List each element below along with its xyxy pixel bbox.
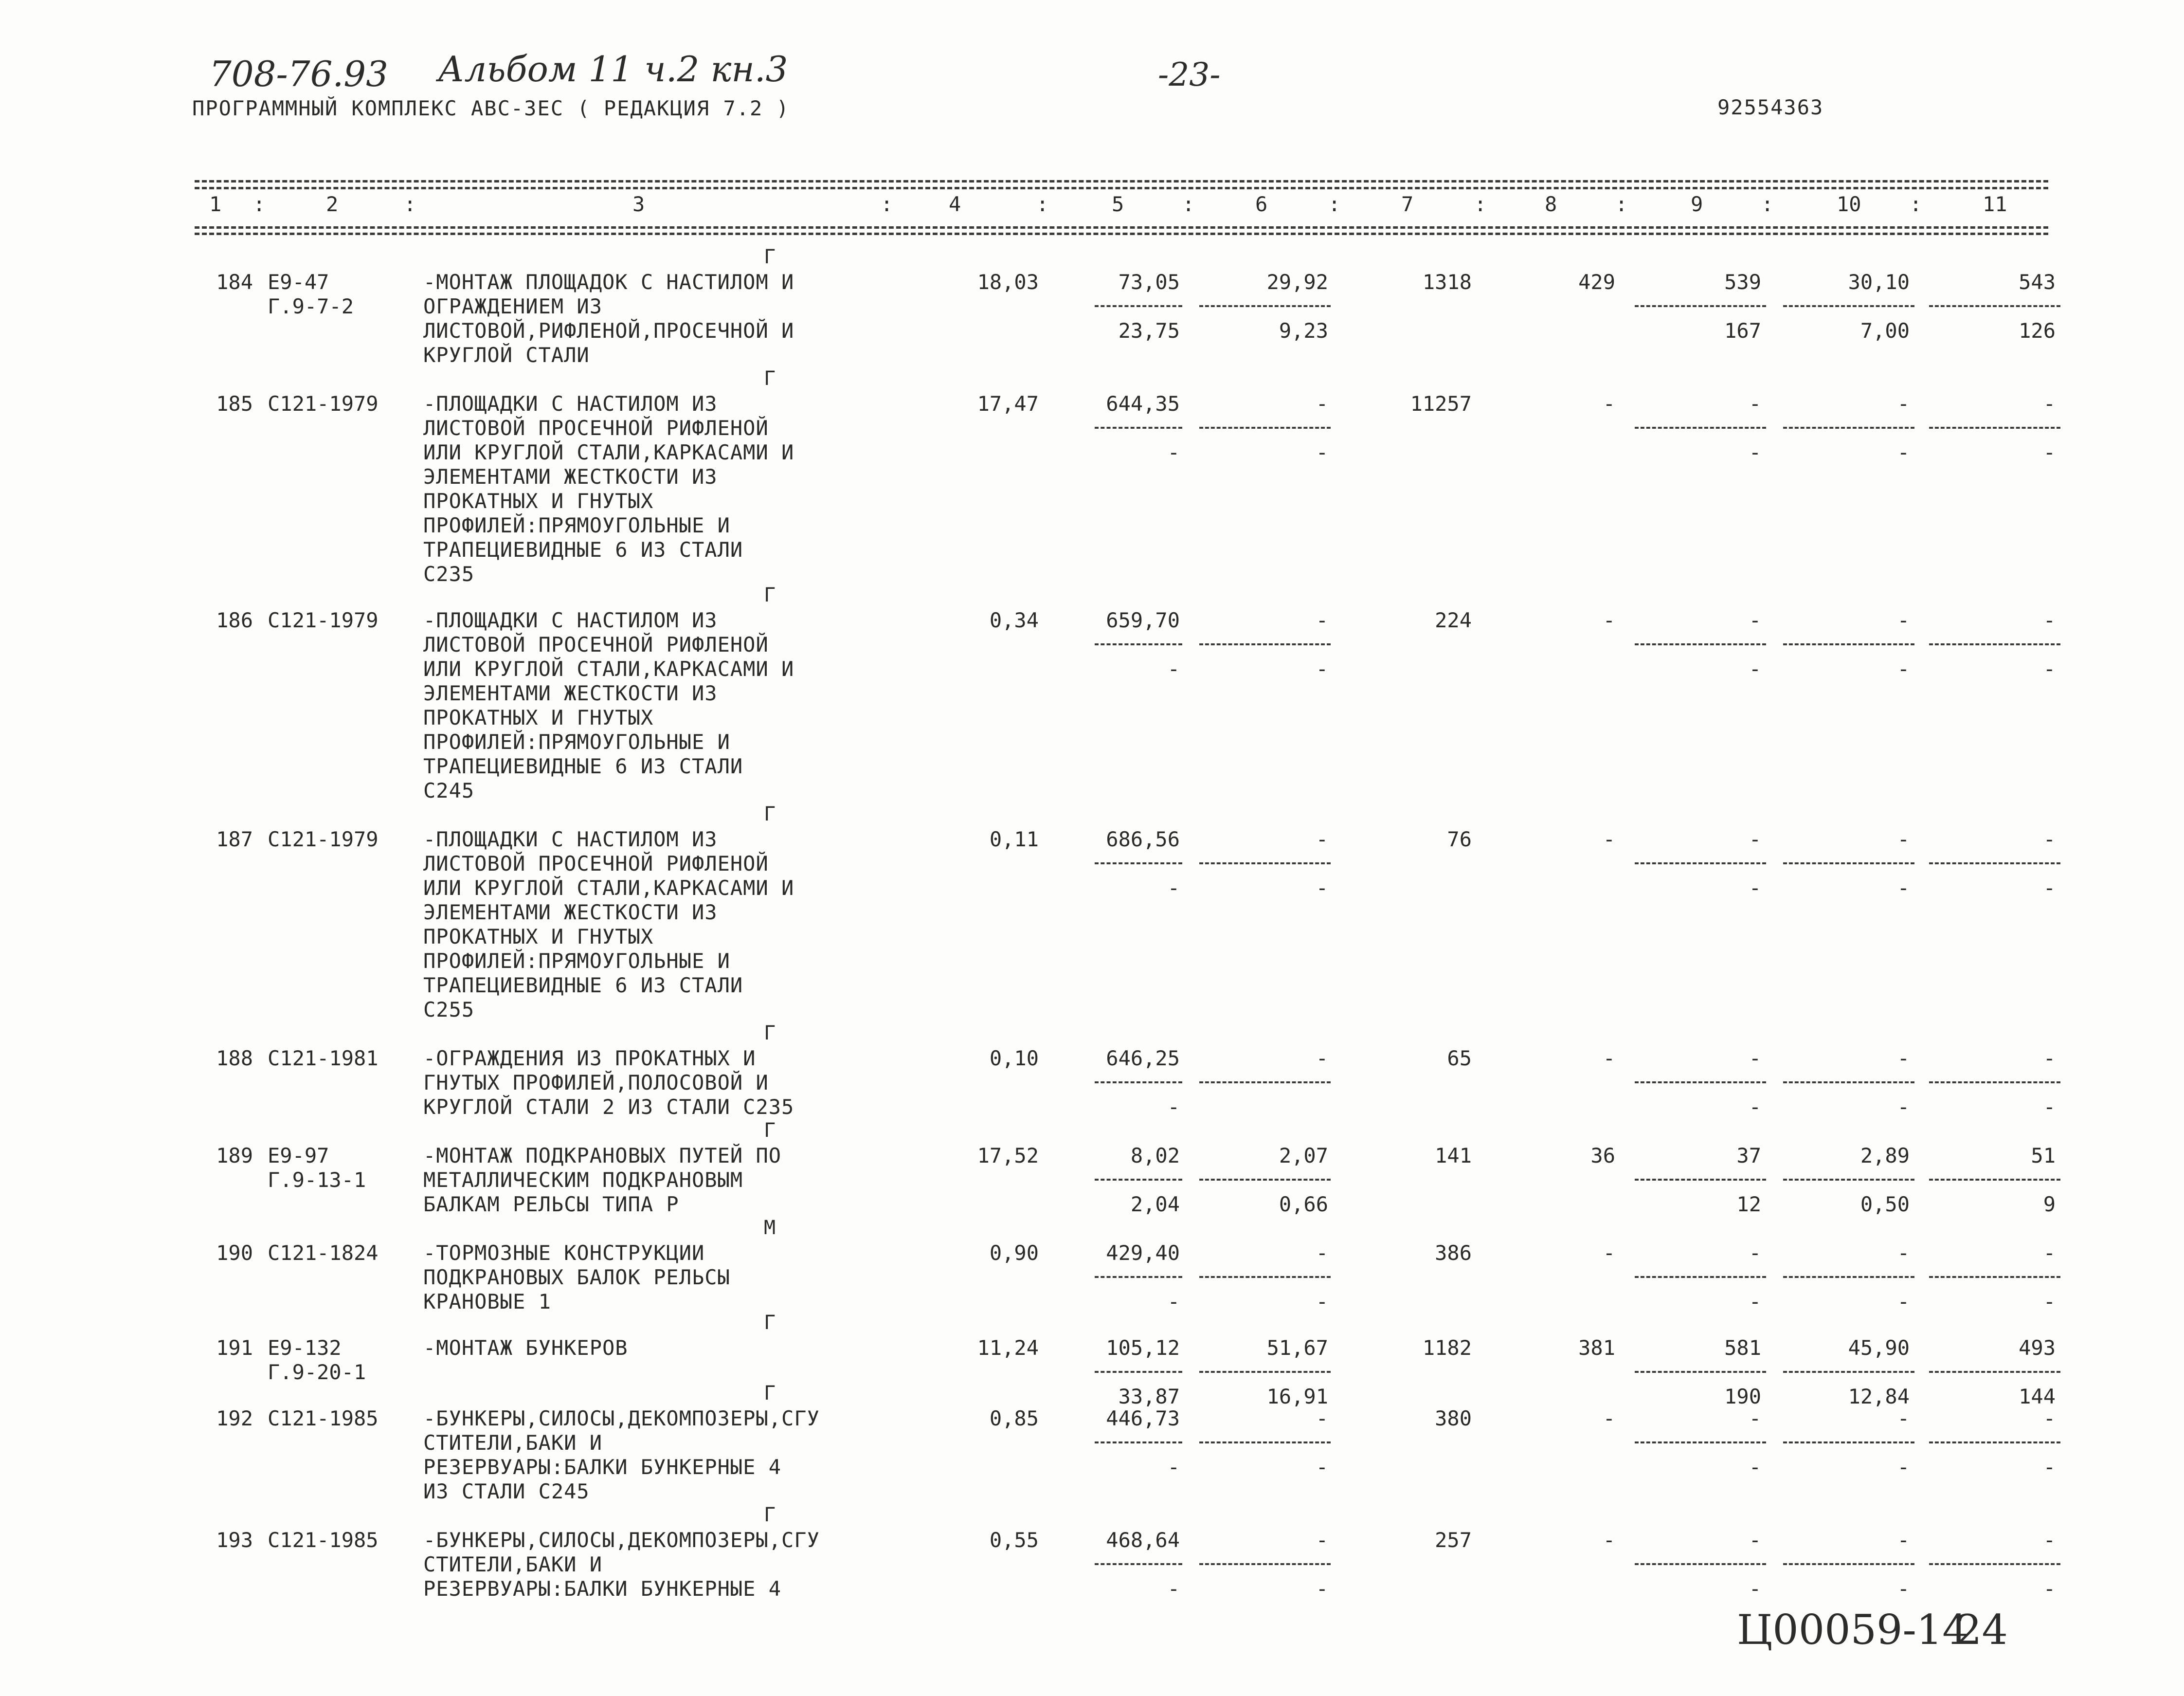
description-line: РЕЗЕРВУАРЫ:БАЛКИ БУНКЕРНЫЕ 4	[423, 1455, 782, 1479]
fraction-rule	[1095, 305, 1182, 307]
column-separator: :	[881, 192, 893, 216]
cell-c8: 381	[1578, 1336, 1615, 1360]
column-separator: :	[1761, 192, 1774, 216]
cell-c11b-lower: 144	[2019, 1385, 2056, 1408]
row-code: С121-1979	[268, 827, 379, 851]
cell-c4: 18,03	[977, 270, 1039, 294]
doc-number: 92554363	[1717, 95, 1824, 119]
cell-c5b-lower: -	[1167, 1290, 1180, 1313]
description-line: ЛИСТОВОЙ,РИФЛЕНОЙ,ПРОСЕЧНОЙ И	[423, 319, 794, 343]
column-separator: :	[253, 192, 266, 216]
fraction-rule	[1635, 1276, 1766, 1278]
cell-c6: -	[1316, 1241, 1328, 1265]
cell-c5b-lower: 33,87	[1118, 1385, 1180, 1408]
table-top-rule	[195, 180, 2048, 182]
cell-c10: 2,89	[1860, 1144, 1910, 1167]
cell-c11b-lower: -	[2043, 1095, 2056, 1119]
row-description	[423, 392, 794, 586]
cell-c5b-lower: 23,75	[1118, 319, 1180, 343]
cell-c9b-lower: -	[1749, 657, 1761, 681]
column-header-3: 3	[632, 192, 645, 216]
row-description	[423, 608, 794, 803]
fraction-rule	[1095, 1371, 1182, 1373]
cell-c9b-lower: -	[1749, 1290, 1761, 1313]
cell-c7: 380	[1435, 1406, 1472, 1430]
cell-c9b-lower: 12	[1736, 1192, 1761, 1216]
cell-c7: 386	[1435, 1241, 1472, 1265]
cell-c9: -	[1749, 608, 1761, 632]
fraction-rule	[1095, 643, 1182, 645]
cell-c4: 0,11	[989, 827, 1039, 851]
row-description	[423, 1241, 730, 1314]
column-header-6: 6	[1255, 192, 1268, 216]
fraction-rule	[1095, 862, 1182, 864]
cell-c10: -	[1897, 608, 1910, 632]
cell-c6: 51,67	[1266, 1336, 1328, 1360]
row-description	[423, 1336, 628, 1360]
cell-c7: 1318	[1422, 270, 1472, 294]
row-number: 192	[216, 1406, 253, 1430]
fraction-rule	[1635, 427, 1766, 429]
handwritten-album: Альбом 11 ч.2 кн.3	[438, 49, 788, 90]
resource-letter: Г	[764, 1119, 776, 1142]
column-header-8: 8	[1545, 192, 1557, 216]
cell-c7: 65	[1447, 1046, 1472, 1070]
row-number: 188	[216, 1046, 253, 1070]
cell-c9b-lower: -	[1749, 1095, 1761, 1119]
cell-c5: 446,73	[1106, 1406, 1180, 1430]
description-line: ОГРАЖДЕНИЕМ ИЗ	[423, 294, 603, 318]
cell-c6: -	[1316, 1046, 1328, 1070]
fraction-rule	[1783, 1179, 1914, 1181]
row-code: Е9-132	[268, 1336, 342, 1360]
column-header-4: 4	[949, 192, 961, 216]
description-line: -ТОРМОЗНЫЕ КОНСТРУКЦИИ	[423, 1241, 705, 1265]
fraction-rule	[1635, 1179, 1766, 1181]
resource-letter: Г	[764, 803, 776, 825]
cell-c7: 11257	[1410, 392, 1472, 416]
cell-c5b-lower: -	[1167, 1095, 1180, 1119]
row-description	[423, 1406, 820, 1504]
cell-c9b-lower: 190	[1724, 1385, 1761, 1408]
cell-c11b-lower: -	[2043, 1290, 2056, 1313]
row-code-secondary: Г.9-7-2	[268, 294, 354, 318]
description-line: ПРОКАТНЫХ И ГНУТЫХ	[423, 706, 654, 729]
description-line: ИЛИ КРУГЛОЙ СТАЛИ,КАРКАСАМИ И	[423, 657, 794, 681]
cell-c4: 0,90	[989, 1241, 1039, 1265]
cell-c6b-lower: -	[1316, 876, 1328, 900]
handwritten-stamp: Ц00059-14	[1737, 1606, 1968, 1654]
cell-c4: 11,24	[977, 1336, 1039, 1360]
cell-c11: -	[2043, 392, 2056, 416]
description-line: -МОНТАЖ БУНКЕРОВ	[423, 1336, 628, 1360]
description-line: С235	[423, 562, 475, 586]
cell-c6b-lower: -	[1316, 657, 1328, 681]
cell-c10b-lower: 7,00	[1860, 319, 1910, 343]
description-line: -ПЛОЩАДКИ С НАСТИЛОМ ИЗ	[423, 608, 718, 632]
cell-c10: -	[1897, 1046, 1910, 1070]
row-code: Е9-47	[268, 270, 329, 294]
cell-c10: -	[1897, 1241, 1910, 1265]
fraction-rule	[1783, 1276, 1914, 1278]
row-code: С121-1979	[268, 392, 379, 416]
description-line: ЛИСТОВОЙ ПРОСЕЧНОЙ РИФЛЕНОЙ	[423, 633, 769, 657]
fraction-rule	[1635, 305, 1766, 307]
description-line: ПРОФИЛЕЙ:ПРЯМОУГОЛЬНЫЕ И	[423, 513, 730, 537]
cell-c6b-lower: -	[1316, 1455, 1328, 1479]
cell-c9: -	[1749, 1241, 1761, 1265]
fraction-rule	[1635, 862, 1766, 864]
description-line: ТРАПЕЦИЕВИДНЫЕ 6 ИЗ СТАЛИ	[423, 973, 743, 997]
column-header-11: 11	[1983, 192, 2007, 216]
cell-c8: -	[1603, 827, 1615, 851]
cell-c11: -	[2043, 608, 2056, 632]
column-separator: :	[1182, 192, 1195, 216]
description-line: ИЛИ КРУГЛОЙ СТАЛИ,КАРКАСАМИ И	[423, 876, 794, 900]
cell-c11b-lower: -	[2043, 1455, 2056, 1479]
description-line: КРАНОВЫЕ 1	[423, 1290, 551, 1313]
description-line: ЭЛЕМЕНТАМИ ЖЕСТКОСТИ ИЗ	[423, 681, 718, 705]
handwritten-code: 708-76.93	[209, 54, 388, 94]
cell-c10b-lower: -	[1897, 1095, 1910, 1119]
cell-c6: -	[1316, 392, 1328, 416]
column-separator: :	[1328, 192, 1341, 216]
cell-c7: 224	[1435, 608, 1472, 632]
cell-c5: 686,56	[1106, 827, 1180, 851]
cell-c11: 543	[2019, 270, 2056, 294]
column-separator: :	[1474, 192, 1487, 216]
cell-c8: -	[1603, 1241, 1615, 1265]
cell-c5b-lower: -	[1167, 1577, 1180, 1601]
resource-letter: Г	[764, 1382, 776, 1404]
description-line: -ОГРАЖДЕНИЯ ИЗ ПРОКАТНЫХ И	[423, 1046, 756, 1070]
resource-letter: Г	[764, 1022, 776, 1044]
cell-c4: 0,10	[989, 1046, 1039, 1070]
resource-letter: Г	[764, 584, 776, 606]
table-header-rule	[195, 226, 2048, 229]
cell-c6b-lower: 0,66	[1279, 1192, 1328, 1216]
handwritten-page-number: -23-	[1158, 56, 1221, 93]
cell-c11: -	[2043, 827, 2056, 851]
fraction-rule	[1783, 427, 1914, 429]
cell-c7: 141	[1435, 1144, 1472, 1167]
description-line: С245	[423, 779, 475, 802]
cell-c5b-lower: -	[1167, 1455, 1180, 1479]
cell-c10b-lower: -	[1897, 1577, 1910, 1601]
description-line: РЕЗЕРВУАРЫ:БАЛКИ БУНКЕРНЫЕ 4	[423, 1577, 782, 1601]
cell-c11b-lower: -	[2043, 876, 2056, 900]
cell-c8: -	[1603, 1528, 1615, 1552]
fraction-rule	[1783, 1081, 1914, 1083]
description-line: ЛИСТОВОЙ ПРОСЕЧНОЙ РИФЛЕНОЙ	[423, 852, 769, 875]
row-number: 184	[216, 270, 253, 294]
cell-c5: 659,70	[1106, 608, 1180, 632]
row-description	[423, 270, 794, 367]
cell-c11: -	[2043, 1046, 2056, 1070]
description-line: -БУНКЕРЫ,СИЛОСЫ,ДЕКОМПОЗЕРЫ,СГУ	[423, 1528, 820, 1552]
cell-c9: -	[1749, 1406, 1761, 1430]
column-header-1: 1	[209, 192, 222, 216]
row-number: 185	[216, 392, 253, 416]
resource-letter: Г	[764, 1312, 776, 1334]
row-code: С121-1824	[268, 1241, 379, 1265]
cell-c8: -	[1603, 1046, 1615, 1070]
column-header-9: 9	[1691, 192, 1703, 216]
description-line: КРУГЛОЙ СТАЛИ 2 ИЗ СТАЛИ С235	[423, 1095, 794, 1119]
resource-letter: Г	[764, 1504, 776, 1526]
fraction-rule	[1929, 305, 2060, 307]
cell-c8: -	[1603, 392, 1615, 416]
description-line: С255	[423, 998, 475, 1021]
row-number: 189	[216, 1144, 253, 1167]
table-top-rule-2	[195, 187, 2048, 189]
row-description	[423, 1528, 820, 1601]
fraction-rule	[1635, 1081, 1766, 1083]
description-line: ТРАПЕЦИЕВИДНЫЕ 6 ИЗ СТАЛИ	[423, 538, 743, 562]
cell-c9: -	[1749, 1528, 1761, 1552]
fraction-rule	[1783, 643, 1914, 645]
cell-c6: -	[1316, 608, 1328, 632]
fraction-rule	[1929, 862, 2060, 864]
description-line: МЕТАЛЛИЧЕСКИМ ПОДКРАНОВЫМ	[423, 1168, 743, 1192]
cell-c5: 73,05	[1118, 270, 1180, 294]
cell-c5b-lower: 2,04	[1130, 1192, 1180, 1216]
cell-c6: 29,92	[1266, 270, 1328, 294]
fraction-rule	[1929, 1441, 2060, 1443]
row-code: С121-1985	[268, 1528, 379, 1552]
cell-c9b-lower: -	[1749, 876, 1761, 900]
fraction-rule	[1199, 1276, 1331, 1278]
cell-c10: -	[1897, 1406, 1910, 1430]
cell-c11: 51	[2031, 1144, 2056, 1167]
cell-c11b-lower: 126	[2019, 319, 2056, 343]
fraction-rule	[1095, 1179, 1182, 1181]
fraction-rule	[1095, 1276, 1182, 1278]
cell-c9b-lower: -	[1749, 1455, 1761, 1479]
cell-c5b-lower: -	[1167, 440, 1180, 464]
cell-c10b-lower: -	[1897, 1290, 1910, 1313]
fraction-rule	[1929, 1081, 2060, 1083]
description-line: -МОНТАЖ ПЛОЩАДОК С НАСТИЛОМ И	[423, 270, 794, 294]
description-line: БАЛКАМ РЕЛЬСЫ ТИПА Р	[423, 1192, 679, 1216]
cell-c8: -	[1603, 608, 1615, 632]
description-line: ПРОФИЛЕЙ:ПРЯМОУГОЛЬНЫЕ И	[423, 949, 730, 973]
cell-c8: 36	[1590, 1144, 1615, 1167]
cell-c9: -	[1749, 827, 1761, 851]
fraction-rule	[1199, 427, 1331, 429]
handwritten-sheet-number: 24	[1956, 1606, 2008, 1654]
cell-c10b-lower: 0,50	[1860, 1192, 1910, 1216]
row-number: 190	[216, 1241, 253, 1265]
cell-c11: -	[2043, 1528, 2056, 1552]
cell-c11: 493	[2019, 1336, 2056, 1360]
cell-c11b-lower: -	[2043, 440, 2056, 464]
fraction-rule	[1199, 1371, 1331, 1373]
cell-c10b-lower: -	[1897, 876, 1910, 900]
cell-c6b-lower: -	[1316, 1577, 1328, 1601]
fraction-rule	[1929, 1371, 2060, 1373]
row-description	[423, 827, 794, 1022]
cell-c9: -	[1749, 1046, 1761, 1070]
column-header-10: 10	[1837, 192, 1861, 216]
fraction-rule	[1635, 1441, 1766, 1443]
cell-c10: -	[1897, 827, 1910, 851]
column-separator: :	[404, 192, 416, 216]
description-line: ТРАПЕЦИЕВИДНЫЕ 6 ИЗ СТАЛИ	[423, 754, 743, 778]
cell-c6b-lower: -	[1316, 440, 1328, 464]
cell-c4: 0,34	[989, 608, 1039, 632]
cell-c10b-lower: -	[1897, 440, 1910, 464]
row-number: 193	[216, 1528, 253, 1552]
cell-c6: -	[1316, 827, 1328, 851]
cell-c10: -	[1897, 1528, 1910, 1552]
description-line: ИЗ СТАЛИ С245	[423, 1479, 590, 1503]
fraction-rule	[1635, 1563, 1766, 1565]
cell-c9b-lower: 167	[1724, 319, 1761, 343]
cell-c9: 581	[1724, 1336, 1761, 1360]
cell-c9: 37	[1736, 1144, 1761, 1167]
cell-c5: 429,40	[1106, 1241, 1180, 1265]
cell-c10b-lower: 12,84	[1848, 1385, 1910, 1408]
fraction-rule	[1635, 1371, 1766, 1373]
cell-c11: -	[2043, 1406, 2056, 1430]
row-code-secondary: Г.9-20-1	[268, 1360, 366, 1384]
cell-c10: 30,10	[1848, 270, 1910, 294]
row-number: 187	[216, 827, 253, 851]
row-description	[423, 1144, 781, 1217]
description-line: -МОНТАЖ ПОДКРАНОВЫХ ПУТЕЙ ПО	[423, 1144, 782, 1167]
description-line: ЭЛЕМЕНТАМИ ЖЕСТКОСТИ ИЗ	[423, 465, 718, 489]
description-line: КРУГЛОЙ СТАЛИ	[423, 343, 590, 367]
cell-c4: 17,52	[977, 1144, 1039, 1167]
fraction-rule	[1783, 862, 1914, 864]
cell-c9b-lower: -	[1749, 440, 1761, 464]
column-header-5: 5	[1112, 192, 1124, 216]
fraction-rule	[1783, 1441, 1914, 1443]
row-code: Е9-97	[268, 1144, 329, 1167]
column-header-2: 2	[326, 192, 339, 216]
description-line: ЛИСТОВОЙ ПРОСЕЧНОЙ РИФЛЕНОЙ	[423, 416, 769, 440]
description-line: -ПЛОЩАДКИ С НАСТИЛОМ ИЗ	[423, 827, 718, 851]
cell-c4: 17,47	[977, 392, 1039, 416]
column-separator: :	[1036, 192, 1049, 216]
fraction-rule	[1783, 305, 1914, 307]
resource-letter: М	[764, 1217, 776, 1239]
description-line: -ПЛОЩАДКИ С НАСТИЛОМ ИЗ	[423, 392, 718, 416]
cell-c10b-lower: -	[1897, 657, 1910, 681]
cell-c6b-lower: 16,91	[1266, 1385, 1328, 1408]
fraction-rule	[1095, 1081, 1182, 1083]
description-line: ГНУТЫХ ПРОФИЛЕЙ,ПОЛОСОВОЙ И	[423, 1071, 769, 1094]
description-line: СТИТЕЛИ,БАКИ И	[423, 1431, 603, 1455]
cell-c10: -	[1897, 392, 1910, 416]
fraction-rule	[1199, 862, 1331, 864]
cell-c4: 0,55	[989, 1528, 1039, 1552]
cell-c10: 45,90	[1848, 1336, 1910, 1360]
row-code-secondary: Г.9-13-1	[268, 1168, 366, 1192]
description-line: ПРОФИЛЕЙ:ПРЯМОУГОЛЬНЫЕ И	[423, 730, 730, 754]
cell-c9b-lower: -	[1749, 1577, 1761, 1601]
row-code: С121-1981	[268, 1046, 379, 1070]
cell-c11b-lower: -	[2043, 1577, 2056, 1601]
cell-c11b-lower: -	[2043, 657, 2056, 681]
fraction-rule	[1199, 1081, 1331, 1083]
column-separator: :	[1615, 192, 1628, 216]
column-separator: :	[1910, 192, 1922, 216]
cell-c7: 1182	[1422, 1336, 1472, 1360]
cell-c9: -	[1749, 392, 1761, 416]
fraction-rule	[1783, 1563, 1914, 1565]
cell-c4: 0,85	[989, 1406, 1039, 1430]
cell-c6b-lower: 9,23	[1279, 319, 1328, 343]
table-header-rule-2	[195, 233, 2048, 235]
cell-c5: 646,25	[1106, 1046, 1180, 1070]
cell-c6b-lower: -	[1316, 1290, 1328, 1313]
fraction-rule	[1783, 1371, 1914, 1373]
cell-c5: 468,64	[1106, 1528, 1180, 1552]
cell-c8: -	[1603, 1406, 1615, 1430]
row-number: 191	[216, 1336, 253, 1360]
resource-letter: Г	[764, 246, 776, 268]
fraction-rule	[1095, 1441, 1182, 1443]
fraction-rule	[1929, 1563, 2060, 1565]
cell-c5b-lower: -	[1167, 657, 1180, 681]
fraction-rule	[1199, 643, 1331, 645]
description-line: -БУНКЕРЫ,СИЛОСЫ,ДЕКОМПОЗЕРЫ,СГУ	[423, 1406, 820, 1430]
cell-c10b-lower: -	[1897, 1455, 1910, 1479]
fraction-rule	[1635, 643, 1766, 645]
program-line: ПРОГРАММНЫЙ КОМПЛЕКС АВС-ЗЕС ( РЕДАКЦИЯ 7.2 )	[192, 96, 790, 120]
cell-c5: 105,12	[1106, 1336, 1180, 1360]
description-line: ИЛИ КРУГЛОЙ СТАЛИ,КАРКАСАМИ И	[423, 440, 794, 464]
cell-c8: 429	[1578, 270, 1615, 294]
cell-c7: 76	[1447, 827, 1472, 851]
cell-c7: 257	[1435, 1528, 1472, 1552]
description-line: ПРОКАТНЫХ И ГНУТЫХ	[423, 489, 654, 513]
row-number: 186	[216, 608, 253, 632]
row-code: С121-1979	[268, 608, 379, 632]
row-code: С121-1985	[268, 1406, 379, 1430]
cell-c11: -	[2043, 1241, 2056, 1265]
cell-c5: 644,35	[1106, 392, 1180, 416]
description-line: СТИТЕЛИ,БАКИ И	[423, 1552, 603, 1576]
cell-c5: 8,02	[1130, 1144, 1180, 1167]
fraction-rule	[1929, 1179, 2060, 1181]
fraction-rule	[1199, 305, 1331, 307]
cell-c6: -	[1316, 1406, 1328, 1430]
fraction-rule	[1929, 427, 2060, 429]
fraction-rule	[1095, 1563, 1182, 1565]
cell-c6: 2,07	[1279, 1144, 1328, 1167]
description-line: ЭЛЕМЕНТАМИ ЖЕСТКОСТИ ИЗ	[423, 900, 718, 924]
cell-c9: 539	[1724, 270, 1761, 294]
description-line: ПОДКРАНОВЫХ БАЛОК РЕЛЬСЫ	[423, 1265, 730, 1289]
cell-c5b-lower: -	[1167, 876, 1180, 900]
column-header-7: 7	[1401, 192, 1414, 216]
cell-c6: -	[1316, 1528, 1328, 1552]
resource-letter: Г	[764, 367, 776, 390]
cell-c11b-lower: 9	[2043, 1192, 2056, 1216]
fraction-rule	[1199, 1563, 1331, 1565]
fraction-rule	[1199, 1441, 1331, 1443]
row-description	[423, 1046, 794, 1119]
fraction-rule	[1095, 427, 1182, 429]
fraction-rule	[1929, 643, 2060, 645]
fraction-rule	[1199, 1179, 1331, 1181]
description-line: ПРОКАТНЫХ И ГНУТЫХ	[423, 925, 654, 948]
fraction-rule	[1929, 1276, 2060, 1278]
